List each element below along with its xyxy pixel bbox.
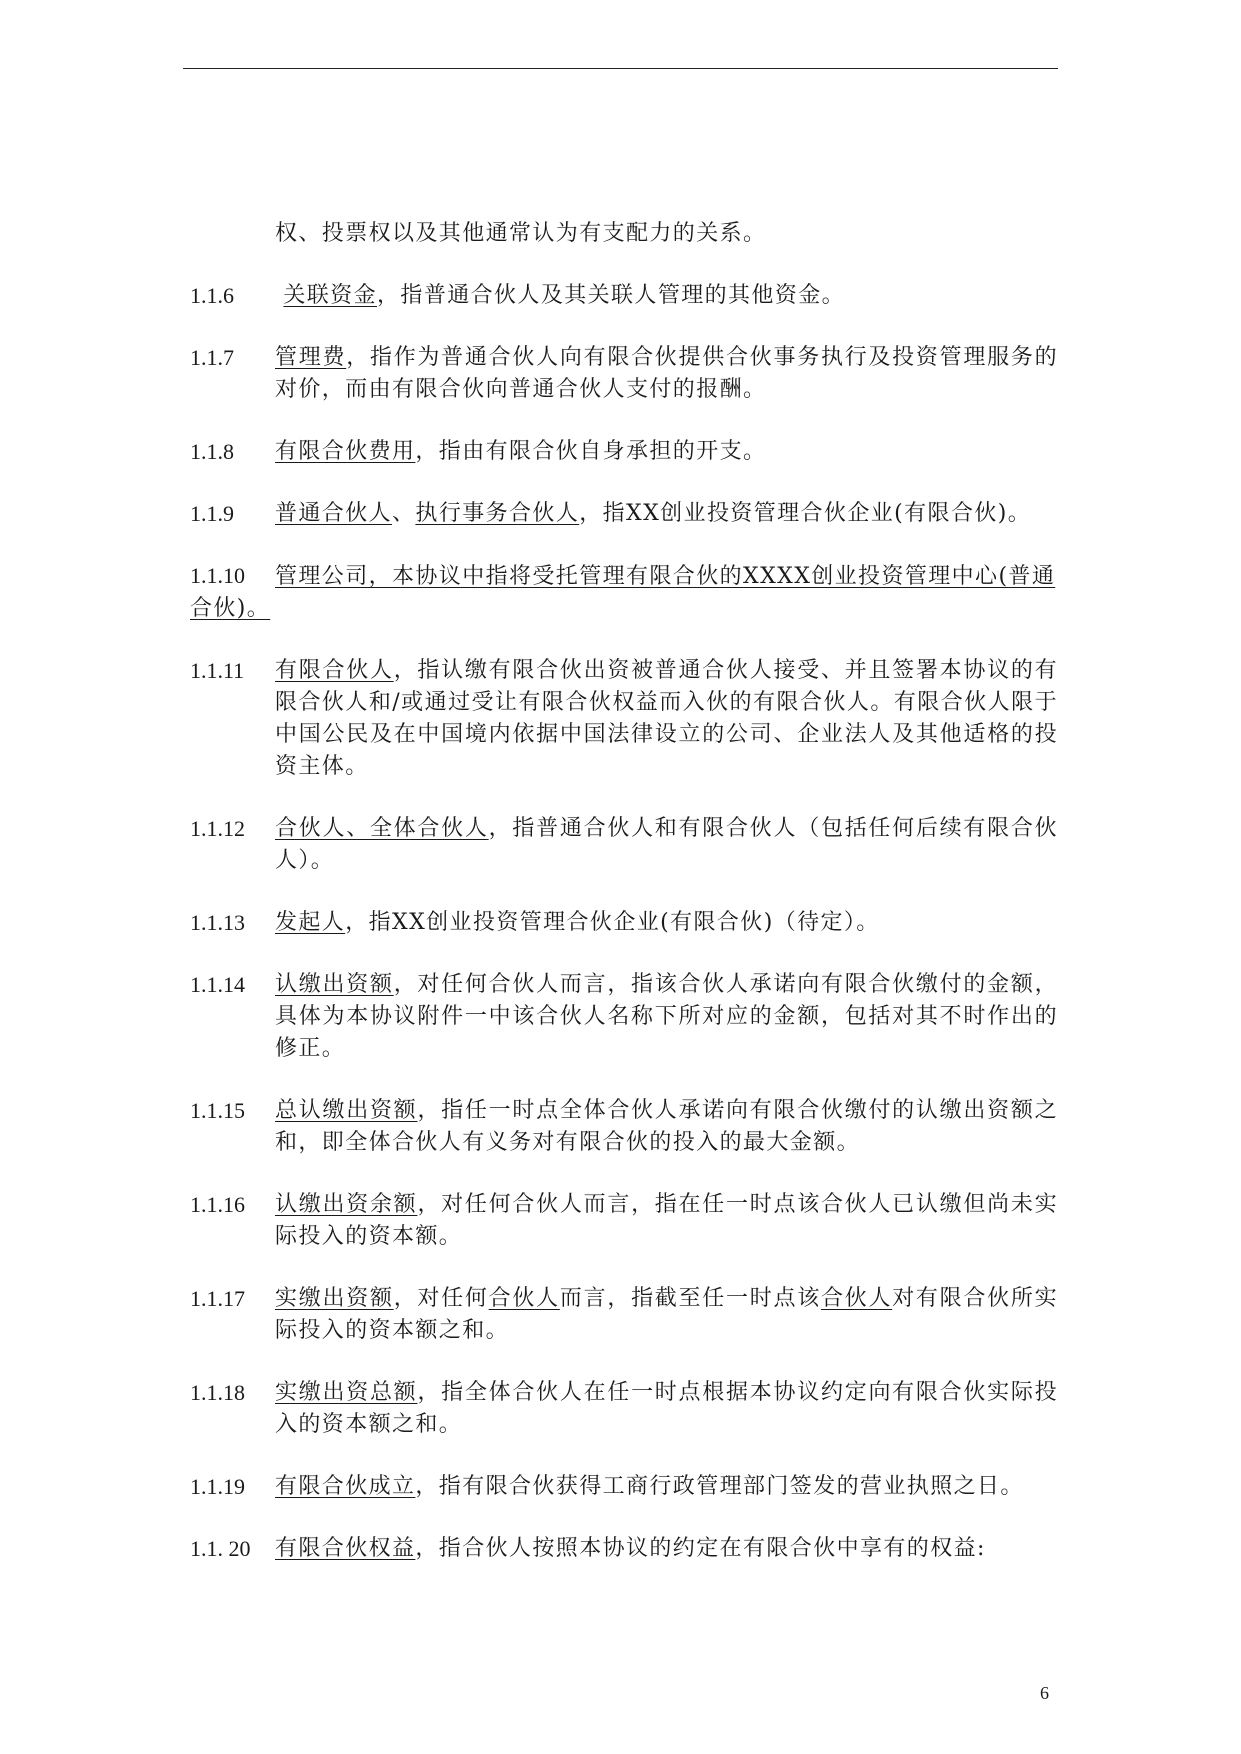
defined-term: 关联资金 — [283, 283, 378, 308]
clause-1-1-7 — [190, 342, 1058, 406]
clause-1-1-10 — [190, 560, 1058, 625]
clause-body — [275, 907, 1058, 939]
defined-term: 普通合伙人 — [275, 501, 393, 526]
clause-text: ，对任何合伙人而言，指在任一时点该合伙人已认缴但尚未实际投入的资本额。 — [275, 1192, 1058, 1249]
clause-number: 1.1.7 — [190, 345, 234, 370]
clause-text: ，指合伙人按照本协议的约定在有限合伙中享有的权益: — [415, 1536, 986, 1561]
clause-body — [275, 1471, 1058, 1503]
defined-term: 有限合伙人 — [275, 658, 394, 683]
clause-text: ，指XX创业投资管理合伙企业(有限合伙)。 — [579, 501, 1032, 526]
clause-body — [275, 342, 1058, 406]
defined-term: 合伙人、全体合伙人 — [275, 816, 489, 841]
clause-1-1-13 — [190, 907, 1058, 939]
clause-text: ，指普通合伙人和有限合伙人（包括任何后续有限合伙人）。 — [275, 816, 1058, 873]
clause-number: 1.1.18 — [190, 1380, 245, 1405]
clause-1-1-6 — [190, 280, 1058, 312]
term-separator: 、 — [392, 501, 416, 526]
clause-body — [275, 498, 1058, 530]
clause-1-1-12 — [190, 813, 1058, 877]
clause-body — [275, 1283, 1058, 1347]
clause-number: 1.1.8 — [190, 439, 234, 464]
defined-term: 有限合伙费用 — [275, 439, 416, 464]
clause-body — [275, 280, 1058, 312]
continuation-text: 权、投票权以及其他通常认为有支配力的关系。 — [275, 221, 767, 246]
clause-number: 1.1.16 — [190, 1192, 245, 1217]
page-number: 6 — [1040, 1683, 1049, 1703]
defined-term: 总认缴出资额 — [275, 1098, 418, 1123]
clause-1-1-17 — [190, 1283, 1058, 1347]
defined-term: 管理费 — [275, 345, 347, 370]
clause-body — [275, 1189, 1058, 1253]
defined-term-2: 执行事务合伙人 — [415, 501, 580, 526]
clause-text-2: 而言，指截至任一时点该 — [559, 1286, 821, 1311]
clause-number: 1.1.14 — [190, 972, 245, 997]
clause-body — [275, 1095, 1058, 1159]
clause-text: ，指认缴有限合伙出资被普通合伙人接受、并且签署本协议的有限合伙人和/或通过受让有限合伙权益而入伙的有限合伙人。有限合伙人限于中国公民及在中国境内依据中国法律设立的公司、企业法人及其他适格的投资主体。 — [275, 658, 1058, 779]
clause-text: ，指有限合伙获得工商行政管理部门签发的营业执照之日。 — [415, 1474, 1024, 1499]
clause-text: ，对任何 — [393, 1286, 489, 1311]
clause-number: 1.1.15 — [190, 1098, 245, 1123]
defined-term: 实缴出资总额 — [275, 1380, 418, 1405]
defined-term-inline: 合伙人 — [488, 1286, 560, 1311]
clause-1-1-19 — [190, 1471, 1058, 1503]
defined-term: 认缴出资额 — [275, 972, 394, 997]
document-body — [190, 218, 1058, 1595]
clause-1-1-16 — [190, 1189, 1058, 1253]
clause-body — [275, 1533, 1058, 1565]
clause-number: 1.1. 20 — [190, 1536, 251, 1561]
defined-term: 认缴出资余额 — [275, 1192, 418, 1217]
clause-number: 1.1.17 — [190, 1286, 245, 1311]
defined-term-inline-2: 合伙人 — [820, 1286, 893, 1311]
clause-body — [275, 655, 1058, 783]
defined-term: 发起人 — [275, 910, 346, 935]
clause-number: 1.1.10 — [190, 563, 245, 588]
clause-text: 管理公司，本协议中指将受托管理有限合伙的XXXX创业投资管理中心(普通合伙)。 — [190, 564, 1056, 621]
clause-1-1-9 — [190, 498, 1058, 530]
clause-body — [275, 1377, 1058, 1441]
clause-body — [275, 969, 1058, 1065]
clause-number: 1.1.19 — [190, 1474, 245, 1499]
defined-term: 有限合伙成立 — [275, 1474, 416, 1499]
clause-1-1-11 — [190, 655, 1058, 783]
clause-text-3: 对有限合伙所实际投入的资本额之和。 — [275, 1286, 1059, 1343]
clause-text: ，指由有限合伙自身承担的开支。 — [415, 439, 767, 464]
clause-number: 1.1.6 — [190, 283, 234, 308]
clause-number: 1.1.12 — [190, 816, 245, 841]
clause-1-1-8 — [190, 436, 1058, 468]
defined-term: 有限合伙权益 — [275, 1536, 416, 1561]
clause-number: 1.1.13 — [190, 910, 245, 935]
header-rule — [183, 68, 1058, 69]
clause-text: ，指全体合伙人在任一时点根据本协议约定向有限合伙实际投入的资本额之和。 — [275, 1380, 1058, 1437]
clause-text: ，指作为普通合伙人向有限合伙提供合伙事务执行及投资管理服务的对价，而由有限合伙向普通合伙人支付的报酬。 — [275, 345, 1058, 402]
defined-term: 实缴出资额 — [275, 1286, 394, 1311]
clause-body — [275, 813, 1058, 877]
clause-1-1-14 — [190, 969, 1058, 1065]
clause-1-1-20 — [190, 1533, 1058, 1565]
clause-1-1-15 — [190, 1095, 1058, 1159]
clause-text: ，指XX创业投资管理合伙企业(有限合伙)（待定）。 — [345, 910, 880, 935]
clause-text: ，指任一时点全体合伙人承诺向有限合伙缴付的认缴出资额之和，即全体合伙人有义务对有限合伙的投入的最大金额。 — [275, 1098, 1058, 1155]
clause-body — [275, 436, 1058, 468]
clause-number: 1.1.11 — [190, 658, 245, 683]
clause-number: 1.1.9 — [190, 501, 234, 526]
clause-text: ，指普通合伙人及其关联人管理的其他资金。 — [377, 283, 846, 308]
clause-1-1-18 — [190, 1377, 1058, 1441]
clause-text: ，对任何合伙人而言，指该合伙人承诺向有限合伙缴付的金额，具体为本协议附件一中该合伙人名称下所对应的金额，包括对其不时作出的修正。 — [275, 972, 1058, 1061]
